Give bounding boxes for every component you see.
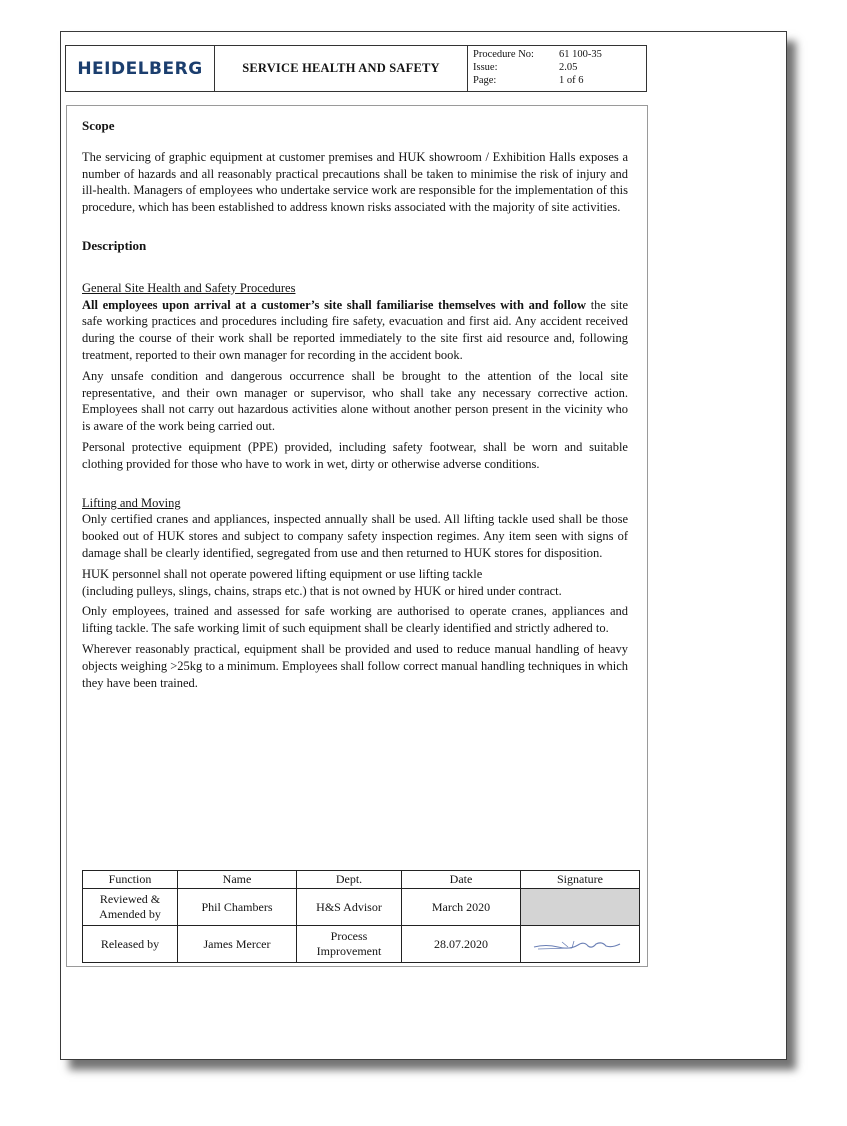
general-paragraph-3: Personal protective equipment (PPE) provided, including safety footwear, shall be worn and suitable clothing provided for those who have to work in wet, dirty or otherwise adverse conditions. xyxy=(82,439,628,471)
meta-value: 2.05 xyxy=(559,62,578,73)
lifting-title: Lifting and Moving xyxy=(82,495,181,510)
cell-dept: H&S Advisor xyxy=(297,889,402,926)
lifting-p2-line1: HUK personnel shall not operate powered lifting equipment or use lifting tackle xyxy=(82,566,483,581)
cell-function: Released by xyxy=(83,926,178,963)
lifting-paragraph-3: Only employees, trained and assessed for safe working are authorised to operate cranes, appliances and lifting tackle. The safe working limit of such equipment shall be clearly identified and strictly adhered to. xyxy=(82,604,628,636)
lifting-paragraph-2 xyxy=(82,566,628,600)
bold-lead: All employees upon arrival at a customer’s site shall familiarise themselves with and follow xyxy=(82,297,587,312)
meta-key: Page: xyxy=(473,75,497,86)
document-title: SERVICE HEALTH AND SAFETY xyxy=(215,46,468,91)
scope-heading: Scope xyxy=(82,118,115,133)
cell-name: Phil Chambers xyxy=(178,889,297,926)
cell-function: Reviewed & Amended by xyxy=(83,889,178,926)
col-signature: Signature xyxy=(521,871,640,889)
meta-key: Issue: xyxy=(473,62,498,73)
col-function: Function xyxy=(83,871,178,889)
meta-value: 61 100-35 xyxy=(559,49,602,60)
heidelberg-logo xyxy=(66,46,215,91)
lifting-paragraph-4: Wherever reasonably practical, equipment shall be provided and used to reduce manual handling of heavy objects weighing >25kg to a minimum. Employees shall follow correct manual handling techniques in which they have been trained. xyxy=(82,641,628,690)
col-date: Date xyxy=(402,871,521,889)
handwritten-signature xyxy=(532,935,628,953)
general-paragraph-1 xyxy=(82,297,628,364)
meta-page xyxy=(473,74,641,87)
cell-signature-empty xyxy=(521,889,640,926)
cell-dept: Process Improvement xyxy=(297,926,402,963)
description-heading: Description xyxy=(82,237,147,253)
meta-key: Procedure No: xyxy=(473,49,534,60)
meta-issue xyxy=(473,61,641,74)
table-row xyxy=(83,889,640,926)
logo-text: HEIDELBERG xyxy=(77,58,203,79)
meta-value: 1 of 6 xyxy=(559,75,584,86)
table-row xyxy=(83,926,640,963)
scope-text: The servicing of graphic equipment at customer premises and HUK showroom / Exhibition Halls exposes a number of hazards and all reasonably practical precautions shall be taken to minimise the risk of injury and ill-health. Managers of employees who undertake service work are responsible for the implementation of this procedure, which has been established to address known risks associated with the majority of site activities. xyxy=(82,149,629,215)
document-header xyxy=(65,45,647,92)
col-dept: Dept. xyxy=(297,871,402,889)
general-p1-rest: the site safe working practices and procedures including fire safety, evacuation and first aid. Any accident received during the course of their work shall be reported immediately to the site first aid resource and, following treatment, reported to their own manager for recording in the accident book. xyxy=(82,297,628,362)
meta-procedure xyxy=(473,48,641,61)
lifting-paragraph-1: Only certified cranes and appliances, inspected annually shall be used. All lifting tackle used shall be those booked out of HUK stores and subject to company safety inspection regimes. Any item seen with signs of damage shall be clearly identified, segregated from use and then returned to HUK stores for disposition. xyxy=(82,512,628,560)
lifting-p2-line2: (including pulleys, slings, chains, straps etc.) that is not owned by HUK or hired under contract. xyxy=(82,583,562,598)
cell-name: James Mercer xyxy=(178,926,297,963)
cell-date: March 2020 xyxy=(402,889,521,926)
cell-signature xyxy=(521,926,640,963)
col-name: Name xyxy=(178,871,297,889)
signoff-header-row xyxy=(83,871,640,889)
document-body xyxy=(82,118,628,691)
signoff-table xyxy=(82,870,640,963)
document-meta xyxy=(468,46,646,91)
cell-date: 28.07.2020 xyxy=(402,926,521,963)
general-paragraph-2: Any unsafe condition and dangerous occurrence shall be brought to the attention of the local site representative, and their own manager or supervisor, who shall take any necessary corrective action. Employees shall not carry out hazardous activities alone without another person present in the vicinity who is aware of the work being carried out. xyxy=(82,368,628,434)
general-procedures-title: General Site Health and Safety Procedures xyxy=(82,280,296,295)
